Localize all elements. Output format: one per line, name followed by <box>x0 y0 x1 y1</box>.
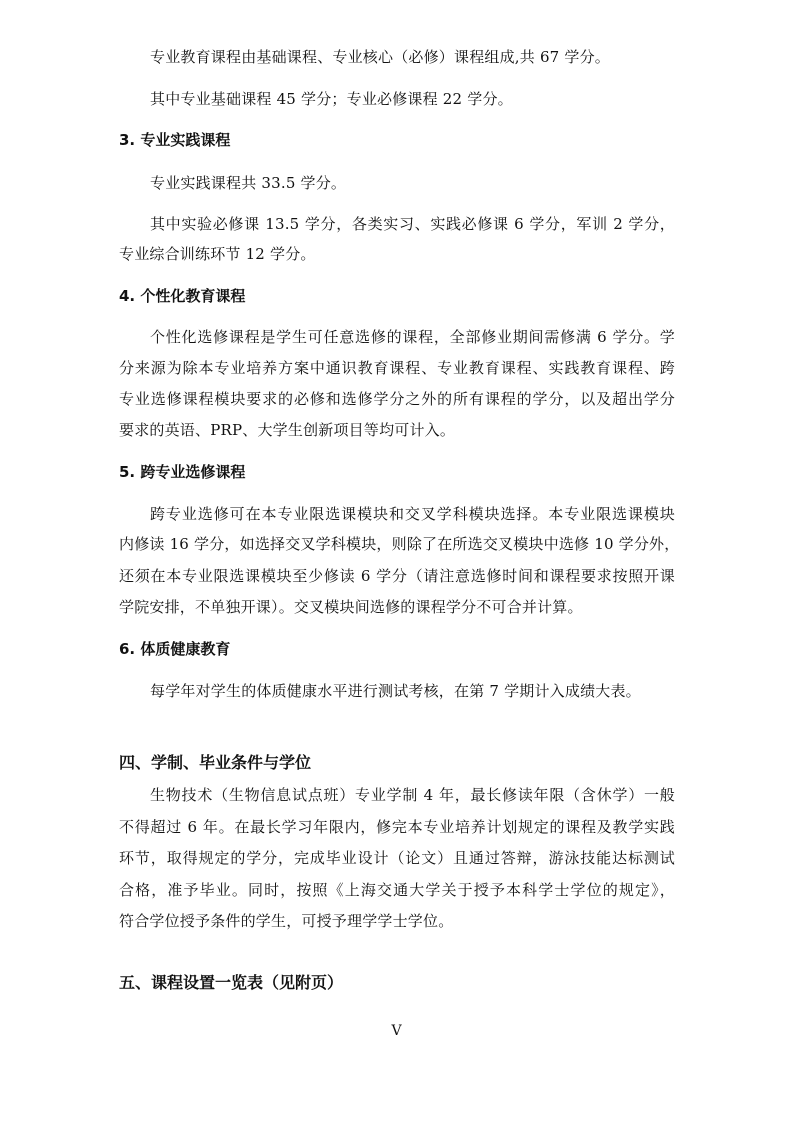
paragraph-line: 专业综合训练环节 12 学分。 <box>119 245 316 263</box>
paragraph-line: 专业选修课程模块要求的必修和选修学分之外的所有课程的学分，以及超出学分 <box>119 390 675 408</box>
paragraph-line: 符合学位授予条件的学生，可授予理学学士学位。 <box>119 912 454 930</box>
paragraph-line: 合格，准予毕业。同时，按照《上海交通大学关于授予本科学士学位的规定》， <box>119 881 675 899</box>
paragraph-line: 其中专业基础课程 45 学分；专业必修课程 22 学分。 <box>150 90 513 108</box>
paragraph-line: 其中实验必修课 13.5 学分，各类实习、实践必修课 6 学分，军训 2 学分， <box>150 215 675 233</box>
paragraph-line: 专业教育课程由基础课程、专业核心（必修）课程组成,共 67 学分。 <box>150 48 610 66</box>
paragraph-line: 专业实践课程共 33.5 学分。 <box>150 174 347 192</box>
paragraph-line: 环节，取得规定的学分，完成毕业设计（论文）且通过答辩，游泳技能达标测试 <box>119 849 675 867</box>
heading-professional-practice: 3. 专业实践课程 <box>119 131 231 149</box>
heading-personalized-education: 4. 个性化教育课程 <box>119 287 246 305</box>
paragraph-line: 个性化选修课程是学生可任意选修的课程，全部修业期间需修满 6 学分。学 <box>150 328 675 346</box>
paragraph-line: 要求的英语、PRP、大学生创新项目等均可计入。 <box>119 421 456 439</box>
section-title-course-list: 五、课程设置一览表（见附页） <box>119 973 344 992</box>
heading-physical-health: 6. 体质健康教育 <box>119 640 231 658</box>
paragraph-line: 跨专业选修可在本专业限选课模块和交叉学科模块选择。本专业限选课模块 <box>150 505 675 523</box>
paragraph-line: 不得超过 6 年。在最长学习年限内，修完本专业培养计划规定的课程及教学实践 <box>119 818 675 836</box>
paragraph-line: 学院安排，不单独开课）。交叉模块间选修的课程学分不可合并计算。 <box>119 598 583 616</box>
page-number: V <box>391 1023 402 1039</box>
section-title-degree: 四、学制、毕业条件与学位 <box>119 753 312 772</box>
heading-cross-major-electives: 5. 跨专业选修课程 <box>119 463 246 481</box>
paragraph-line: 分来源为除本专业培养方案中通识教育课程、专业教育课程、实践教育课程、跨 <box>119 359 675 377</box>
paragraph-line: 还须在本专业限选课模块至少修读 6 学分（请注意选修时间和课程要求按照开课 <box>119 567 675 585</box>
paragraph-line: 每学年对学生的体质健康水平进行测试考核，在第 7 学期计入成绩大表。 <box>150 682 641 700</box>
paragraph-line: 内修读 16 学分，如选择交叉学科模块，则除了在所选交叉模块中选修 10 学分外， <box>119 535 680 553</box>
paragraph-line: 生物技术（生物信息试点班）专业学制 4 年，最长修读年限（含休学）一般 <box>150 786 675 804</box>
